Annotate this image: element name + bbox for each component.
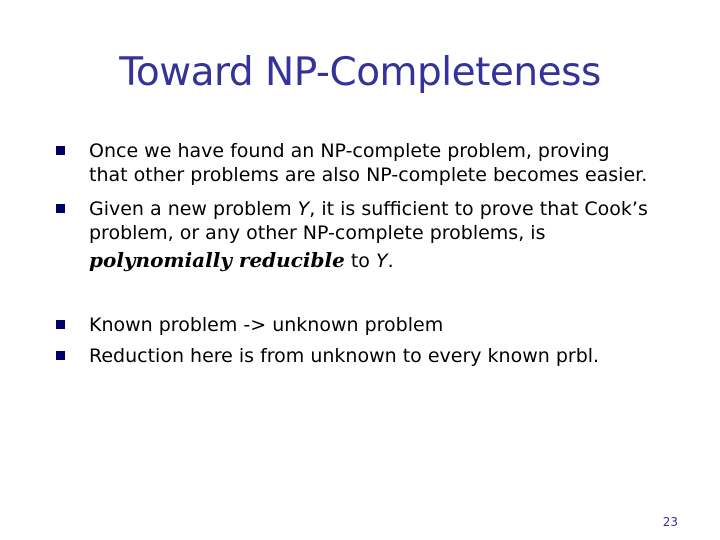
bullet-2-line-3 [89, 245, 709, 276]
bullet-2-line-1-pre: Given a new problem [89, 198, 298, 220]
bullet-marker [56, 320, 65, 329]
bullet-2-line-3-mid: to [344, 250, 376, 272]
bullet-2-line-1-post: , it is sufficient to prove that Cook’s [309, 198, 648, 220]
bullet-marker [56, 146, 65, 155]
variable-y: Y [297, 198, 310, 220]
bullet-2-line-3-end: . [387, 250, 394, 272]
bullet-2-line-1 [89, 197, 709, 221]
bullet-1-line-2: that other problems are also NP-complete becomes easier. [89, 164, 648, 186]
bullet-text-1 [89, 139, 709, 187]
bullet-2-line-2: problem, or any other NP-complete problems, is [89, 222, 546, 244]
bullet-1-line-1: Once we have found an NP-complete problem, proving [89, 140, 610, 162]
variable-y: Y [375, 250, 388, 272]
bullet-text-3: Known problem -> unknown problem [89, 314, 444, 336]
slide-title: Toward NP-Completeness [119, 50, 601, 95]
bullet-text-2 [89, 197, 709, 276]
emphasis-polynomially-reducible: polynomially reducible [89, 248, 345, 272]
bullet-marker [56, 351, 65, 360]
bullet-marker [56, 204, 65, 213]
page-number: 23 [662, 515, 678, 529]
bullet-text-4: Reduction here is from unknown to every known prbl. [89, 345, 600, 367]
